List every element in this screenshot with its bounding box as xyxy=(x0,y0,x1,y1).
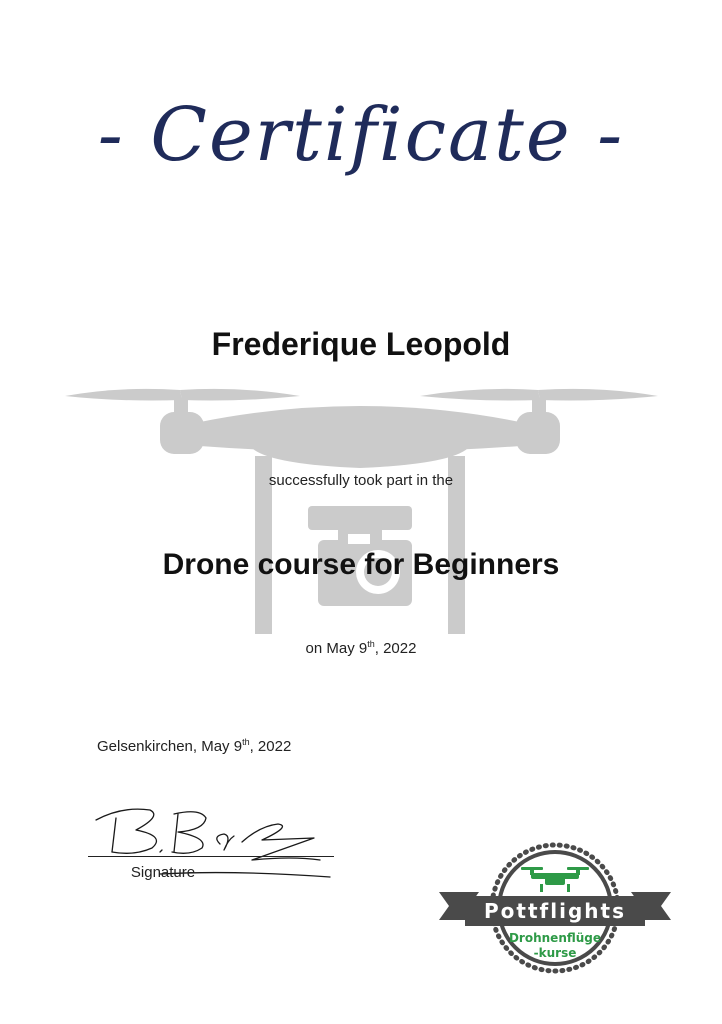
participation-text: successfully took part in the xyxy=(268,472,454,489)
course-date xyxy=(0,640,722,657)
recipient-name: Frederique Leopold xyxy=(211,326,511,362)
course-name: Drone course for Beginners xyxy=(162,548,560,581)
drone-icon xyxy=(521,867,589,892)
logo-brand-text: Pottflights xyxy=(484,899,626,923)
logo-line-1: Drohnenflüge xyxy=(508,931,602,945)
course-date-prefix: on May 9 xyxy=(305,640,368,657)
course-date-suffix: th xyxy=(367,639,375,649)
logo-line-2: -kurse xyxy=(533,946,577,960)
course-date-rest: , 2022 xyxy=(374,640,417,657)
certificate-title: - Certificate - xyxy=(97,92,625,178)
place-date-prefix: Gelsenkirchen, May 9 xyxy=(97,738,243,755)
place-date-rest: , 2022 xyxy=(249,738,292,755)
signature-label: Signature xyxy=(130,864,196,881)
signature-line xyxy=(88,856,334,857)
place-and-date xyxy=(97,738,291,755)
pottflights-logo xyxy=(437,838,673,976)
signature-handwriting-text: B. Ba xyxy=(82,787,122,804)
drone-silhouette-icon xyxy=(60,372,660,642)
place-date-suffix: th xyxy=(242,737,250,747)
